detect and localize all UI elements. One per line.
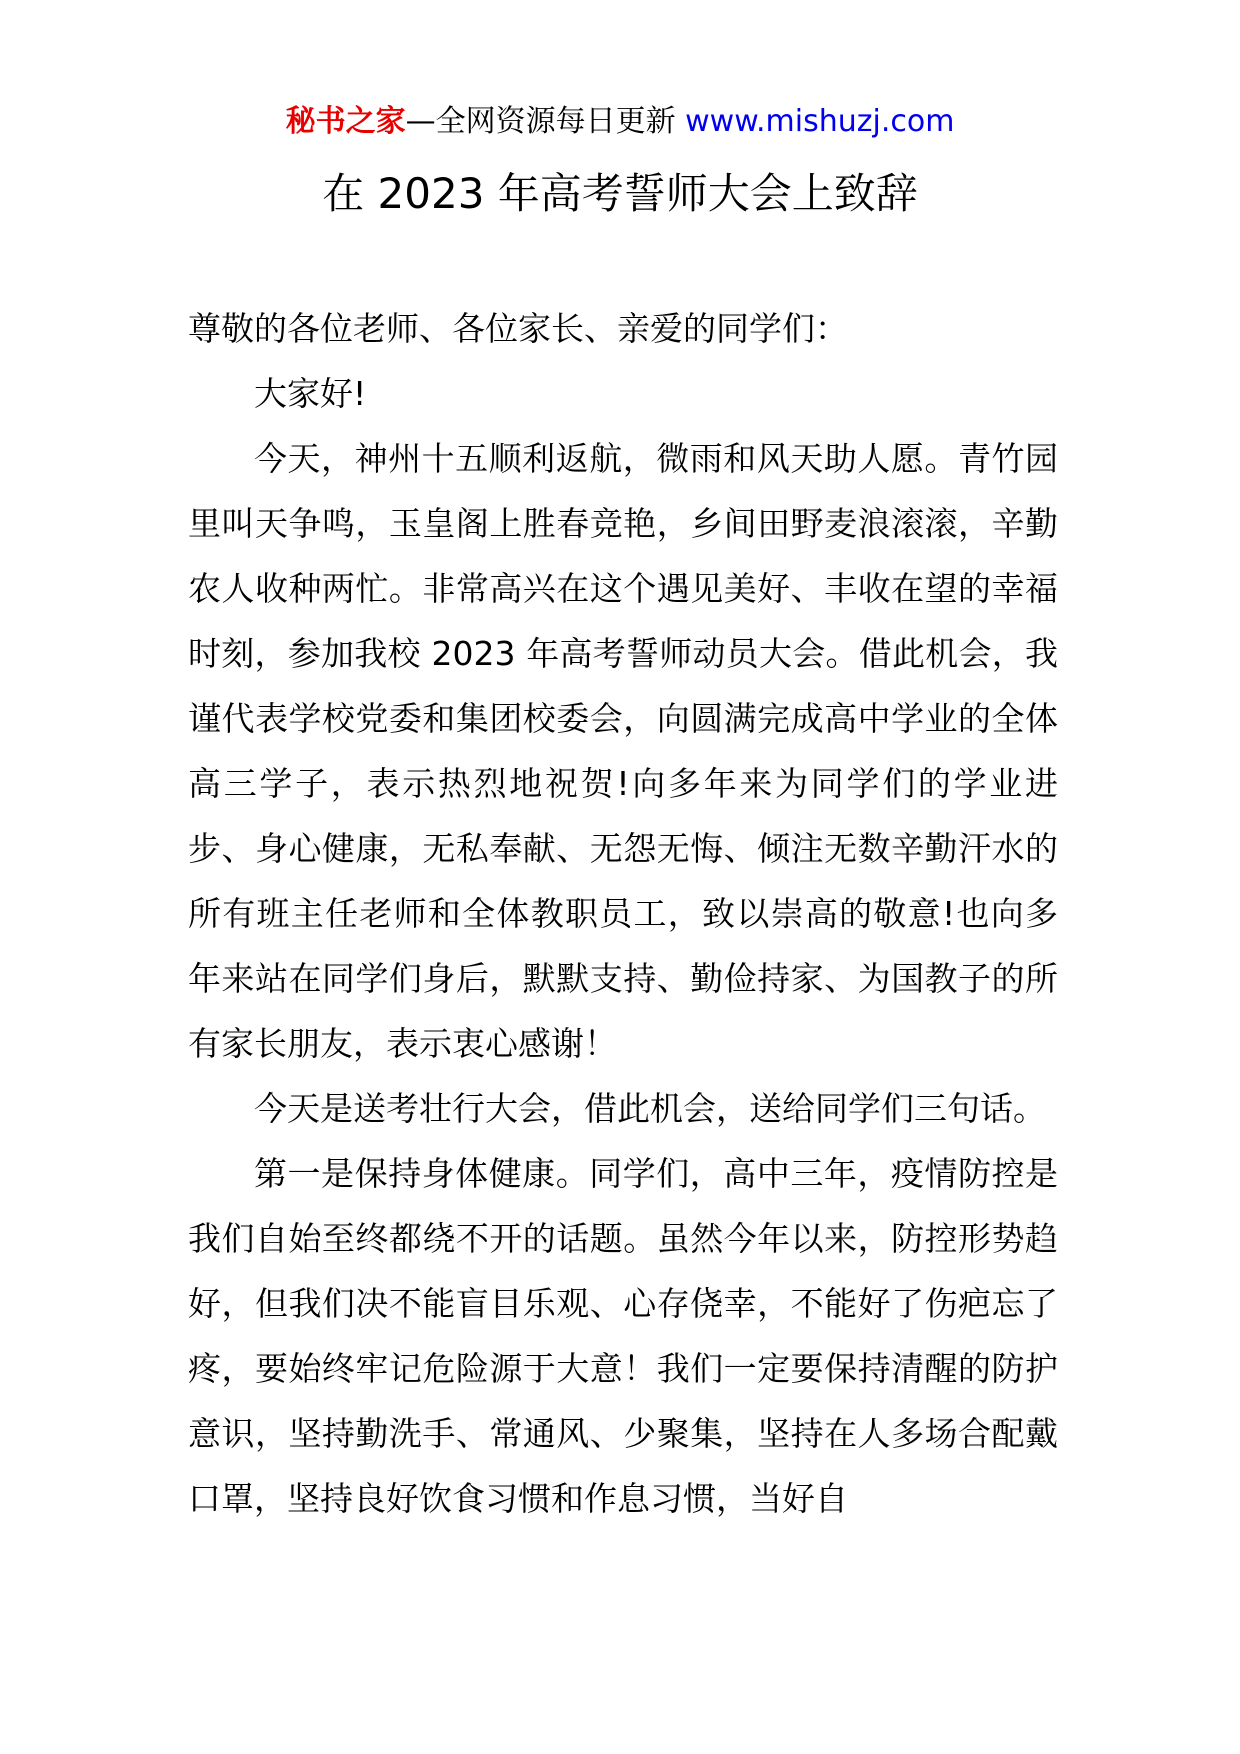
site-brand: 秘书之家 xyxy=(285,104,406,139)
document-body xyxy=(188,296,1058,1531)
paragraph-first-point: 第一是保持身体健康。同学们，高中三年，疫情防控是我们自始至终都绕不开的话题。虽然今年以来，防控形势趋好，但我们决不能盲目乐观、心存侥幸，不能好了伤疤忘了疼，要始终牢记危险源于大意！我们一定要保持清醒的防护意识，坚持勤洗手、常通风、少聚集，坚持在人多场合配戴口罩，坚持良好饮食习惯和作息习惯，当好自 xyxy=(188,1154,1058,1518)
document-title: 在 2023 年高考誓师大会上致辞 xyxy=(322,169,918,218)
paragraph-opening: 今天，神州十五顺利返航，微雨和风天助人愿。青竹园里叫天争鸣，玉皇阁上胜春竞艳，乡间田野麦浪滚滚，辛勤农人收种两忙。非常高兴在这个遇见美好、丰收在望的幸福时刻，参加我校 2023 年高考誓师动员大会。借此机会，我谨代表学校党委和集团校委会，向圆满完成高中学业的全体高三学子，表示热烈地祝贺!向多年来为同学们的学业进步、身心健康，无私奉献、无怨无悔、倾注无数辛勤汗水的所有班主任老师和全体教职员工，致以崇高的敬意!也向多年来站在同学们身后，默默支持、勤俭持家、为国教子的所有家长朋友，表示衷心感谢！ xyxy=(188,439,1058,1063)
salutation: 尊敬的各位老师、各位家长、亲爱的同学们： xyxy=(188,309,848,348)
site-tagline: —全网资源每日更新 xyxy=(405,104,676,139)
paragraph-three-words: 今天是送考壮行大会，借此机会，送给同学们三句话。 xyxy=(254,1089,1046,1128)
site-url-link[interactable]: www.mishuzj.com xyxy=(685,104,955,139)
paragraph-greeting: 大家好! xyxy=(254,374,367,413)
site-header xyxy=(0,102,1240,142)
